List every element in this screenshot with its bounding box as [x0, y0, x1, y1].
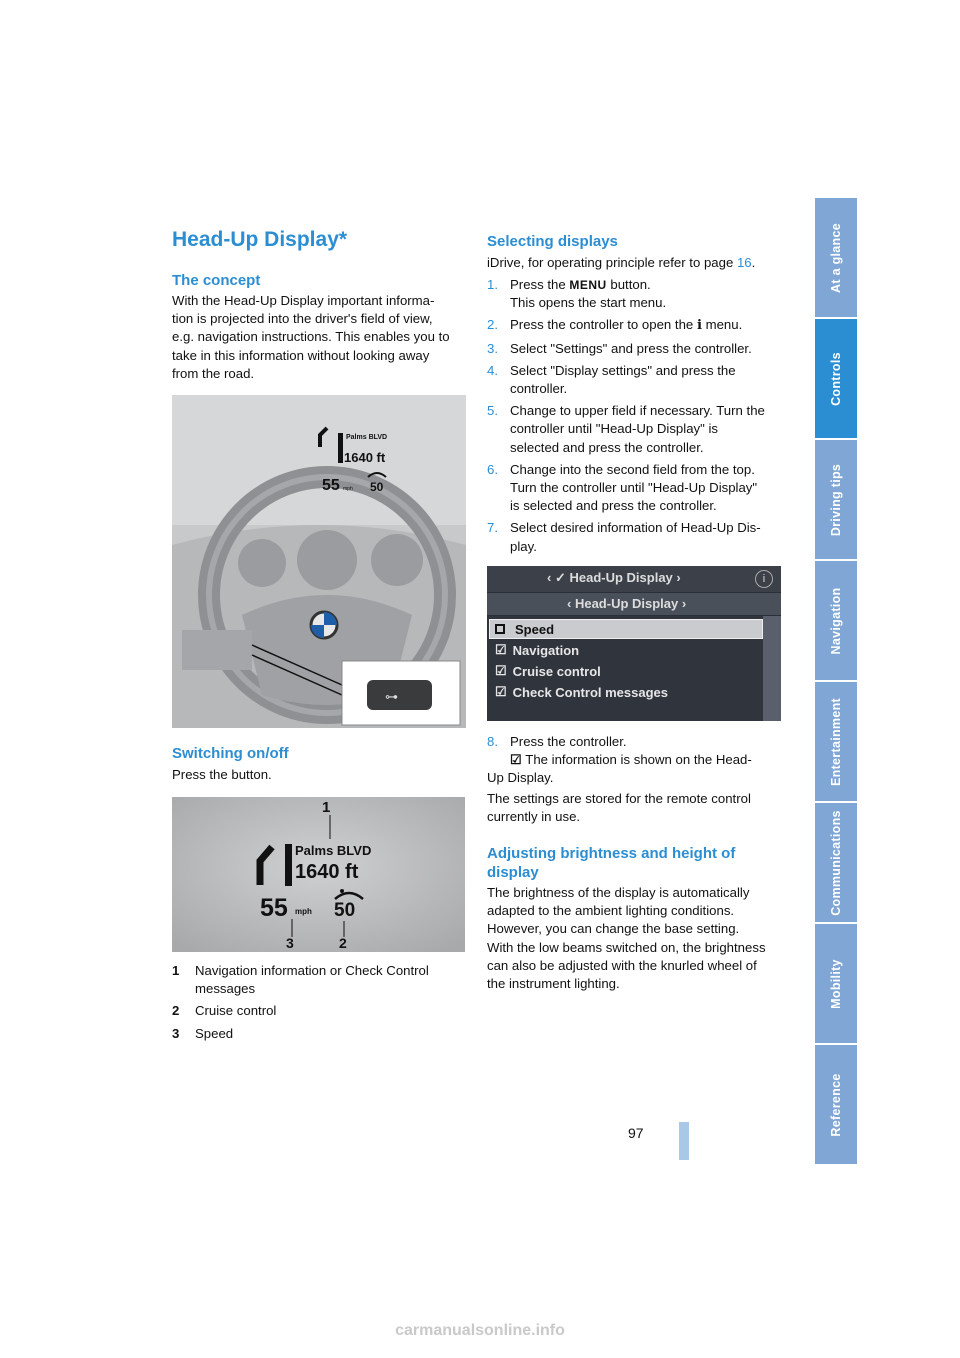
- step-item: 1. Press the MENU button. This opens the start menu.: [487, 277, 667, 311]
- hud-callout-2: 2: [339, 935, 347, 951]
- cruise-arc-icon: [332, 887, 366, 901]
- tab-reference[interactable]: Reference: [815, 1045, 857, 1164]
- stored-settings-text: The settings are stored for the remote control currently in use.: [487, 791, 751, 825]
- step-8: 8. Press the controller. ☑ The information is shown on the Head- Up Display.: [487, 734, 752, 786]
- brightness-paragraph: The brightness of the display is automatically adapted to the ambient lighting conditions. However, you can change the base setting. With the low beams switched on, the brightness can also be adjusted with the knurled wheel of the instrument lighting.: [487, 885, 766, 992]
- svg-text:mph: mph: [343, 486, 353, 492]
- selecting-intro: iDrive, for operating principle refer to page 16.: [487, 255, 756, 270]
- steering-wheel-image: [172, 395, 466, 728]
- page-reference-link[interactable]: 16: [736, 255, 752, 270]
- hud-speed-unit: mph: [295, 907, 312, 916]
- concept-paragraph: With the Head-Up Display important informa- tion is projected into the driver's field of view, e.g. navigation instructions. This enables you to take in this information without looking away from the road.: [172, 293, 450, 381]
- idrive-menu-screen: [487, 566, 781, 721]
- tab-controls[interactable]: Controls: [815, 319, 857, 438]
- menu-item-speed[interactable]: Speed: [495, 619, 769, 639]
- step-item: 7. Select desired information of Head-Up Dis- play.: [487, 520, 761, 554]
- concept-heading: The concept: [172, 272, 261, 289]
- checkbox-checked-icon: ☑: [495, 663, 507, 678]
- chapter-tabs: [815, 198, 857, 1166]
- tab-at-a-glance[interactable]: At a glance: [815, 198, 857, 317]
- hud-callout-3: 3: [286, 935, 294, 951]
- page-number: 97: [628, 1125, 644, 1141]
- legend-item: 3 Speed: [172, 1025, 234, 1041]
- svg-text:55: 55: [322, 477, 340, 494]
- hud-street: Palms BLVD: [295, 843, 372, 858]
- hud-speed: 55: [260, 894, 288, 922]
- menu-item-navigation[interactable]: ☑ Navigation: [495, 642, 580, 658]
- legend-item: 2 Cruise control: [172, 1003, 277, 1019]
- hud-callout-1: 1: [322, 799, 331, 816]
- menu-button-glyph: MENU: [569, 278, 607, 292]
- step-item: 5. Change to upper field if necessary. Turn the controller until "Head-Up Display" is selected and press the controller.: [487, 403, 765, 455]
- checkbox-empty-icon: [495, 624, 505, 634]
- page-title: Head-Up Display*: [172, 228, 348, 251]
- checkbox-checked-icon: ☑: [495, 642, 507, 657]
- selecting-heading: Selecting displays: [487, 233, 618, 250]
- tab-communications[interactable]: Communications: [815, 803, 857, 922]
- step-item: 3. Select "Settings" and press the controller.: [487, 340, 752, 356]
- tab-entertainment[interactable]: Entertainment: [815, 682, 857, 801]
- hud-cruise-speed: 50: [334, 900, 356, 921]
- check-icon: ✓: [554, 570, 566, 585]
- svg-text:1640 ft: 1640 ft: [344, 450, 386, 465]
- menu-item-cruise-control[interactable]: ☑ Cruise control: [495, 663, 601, 679]
- steps-list: [487, 276, 787, 560]
- page-marker-bar: [679, 1122, 689, 1160]
- callout-legend: [172, 962, 472, 1047]
- checked-icon: ☑: [510, 752, 522, 768]
- switching-heading: Switching on/off: [172, 745, 289, 762]
- switching-text: Press the button.: [172, 767, 272, 782]
- svg-text:Palms BLVD: Palms BLVD: [346, 434, 388, 441]
- step-item: 2. Press the controller to open the i menu.: [487, 317, 743, 334]
- tab-driving-tips[interactable]: Driving tips: [815, 440, 857, 559]
- hud-display-image: [172, 797, 465, 952]
- watermark: carmanualsonline.info: [395, 1322, 565, 1339]
- svg-text:⊶: ⊶: [385, 689, 398, 704]
- info-icon: i: [696, 318, 702, 334]
- menu-sub-title: ‹ Head-Up Display ›: [567, 596, 687, 611]
- checkbox-checked-icon: ☑: [495, 684, 507, 699]
- info-icon: i: [755, 570, 773, 588]
- menu-item-check-control[interactable]: ☑ Check Control messages: [495, 684, 668, 700]
- tab-navigation[interactable]: Navigation: [815, 561, 857, 680]
- step-item: 4. Select "Display settings" and press the controller.: [487, 362, 736, 397]
- menu-top-title: ‹ ✓ Head-Up Display ›: [547, 570, 681, 585]
- step-item: 6. Change into the second field from the top. Turn the controller until "Head-Up Display" is selected and press the controller.: [487, 461, 758, 514]
- hud-distance: 1640 ft: [295, 861, 359, 883]
- brightness-heading: Adjusting brightness and height of display: [487, 845, 736, 881]
- svg-text:50: 50: [370, 480, 384, 494]
- legend-item: 1 Navigation information or Check Control messages: [172, 963, 429, 997]
- tab-mobility[interactable]: Mobility: [815, 924, 857, 1043]
